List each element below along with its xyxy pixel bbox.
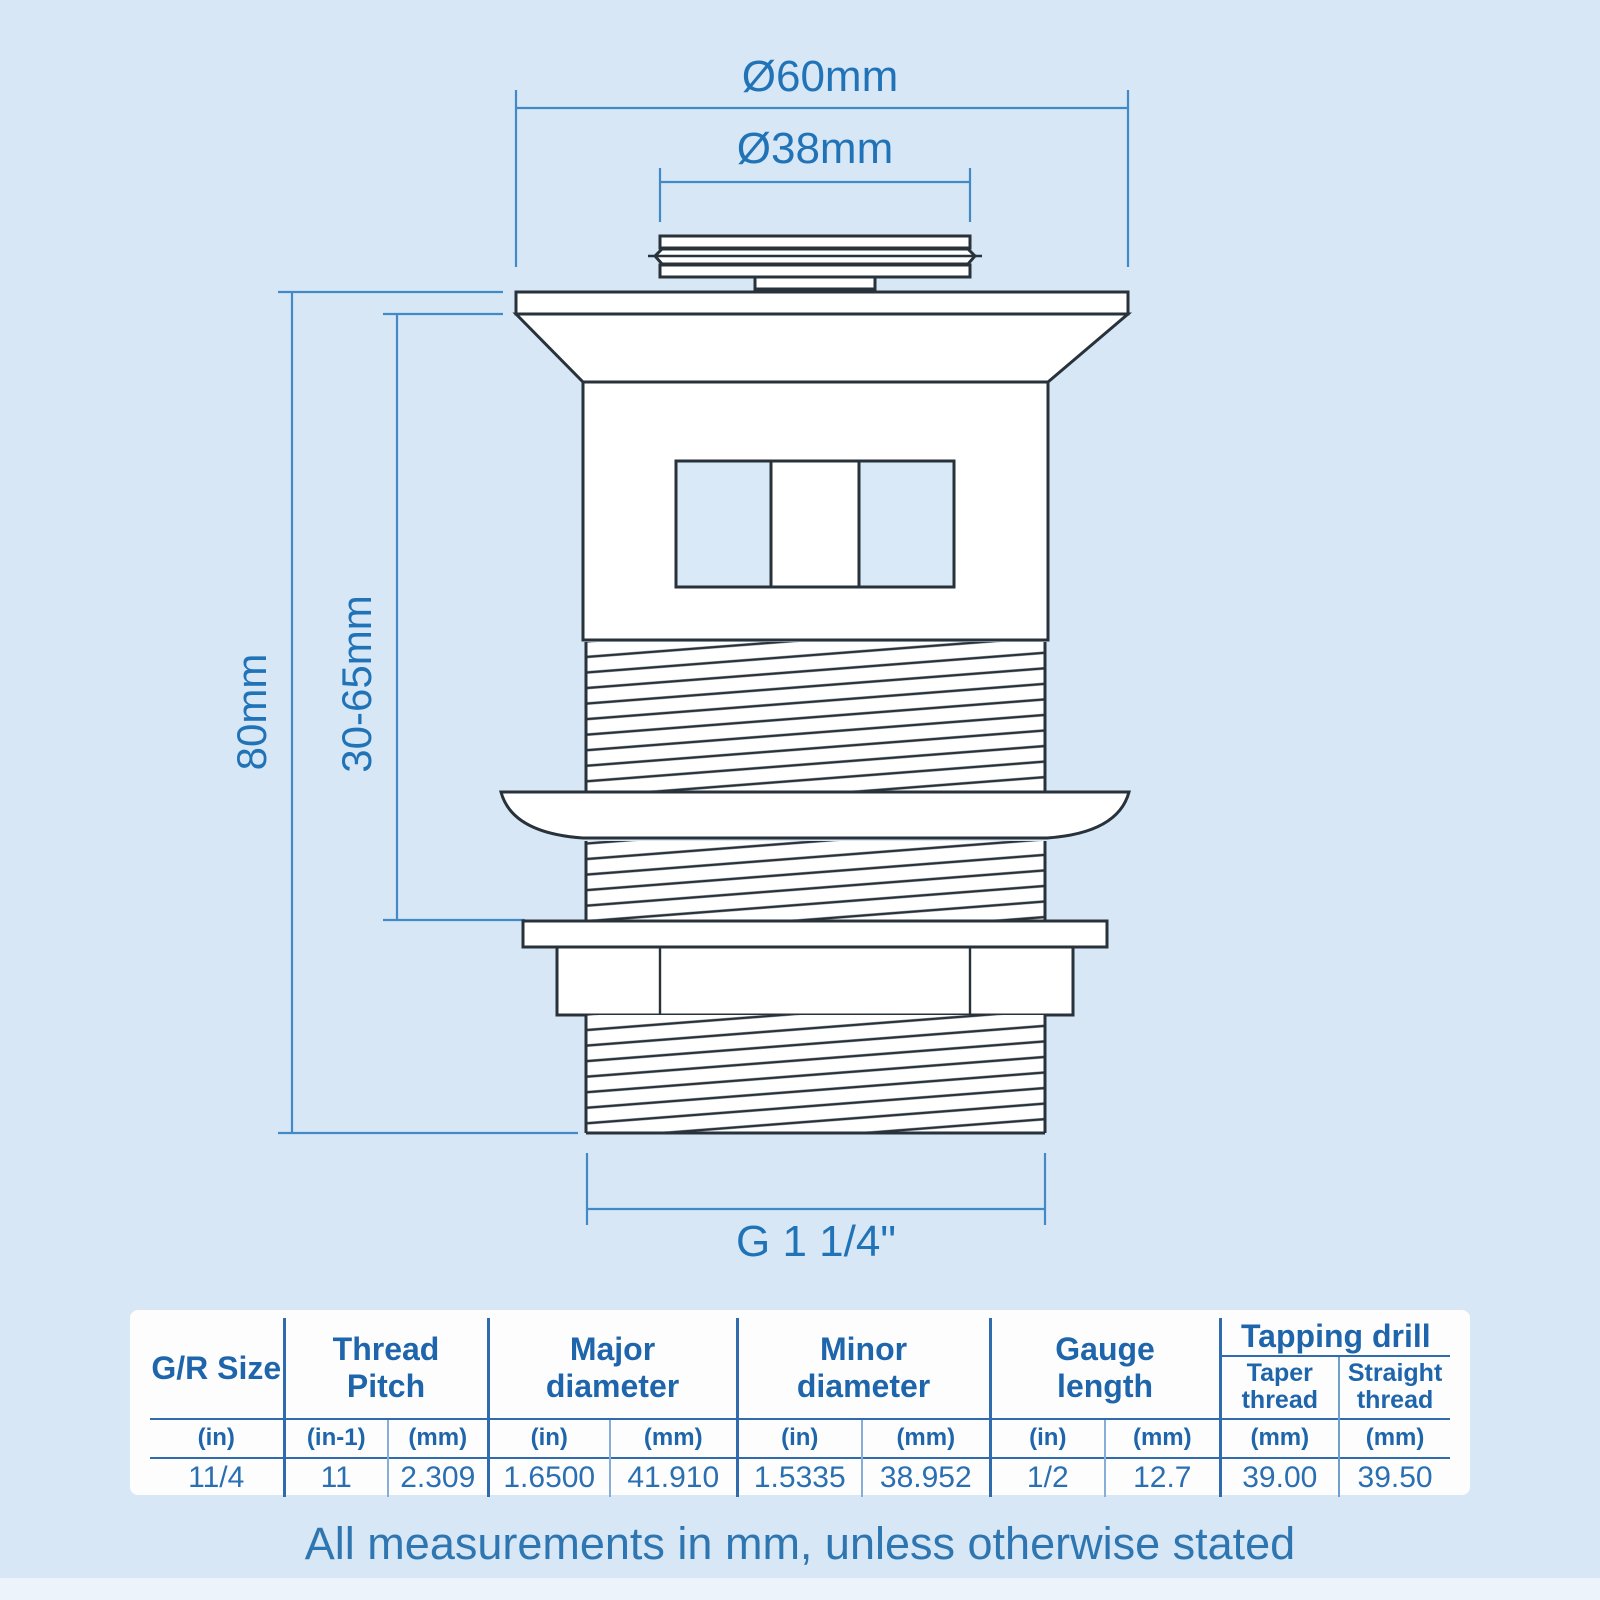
- label-cap-diameter: Ø38mm: [736, 124, 894, 173]
- thread-spec-card: [130, 1310, 1470, 1495]
- dim-cap-diameter: [660, 168, 970, 222]
- value-cell: 1.6500: [488, 1458, 610, 1497]
- header-line: Minor: [819, 1331, 908, 1368]
- dim-thread-size: [587, 1153, 1045, 1225]
- col-header-minor-diameter: [737, 1318, 990, 1419]
- header-line: thread: [1356, 1386, 1434, 1415]
- header-line: diameter: [545, 1367, 680, 1404]
- value-cell: 41.910: [610, 1458, 737, 1497]
- unit-cell: (in-1): [284, 1419, 388, 1458]
- overflow-slot-left: [676, 461, 771, 587]
- unit-cell: (mm): [1220, 1419, 1339, 1458]
- header-line: Gauge: [1055, 1331, 1155, 1368]
- overflow-slot-middle: [771, 461, 859, 587]
- bottom-strip: [0, 1578, 1600, 1600]
- col-header-thread-pitch: [284, 1318, 488, 1419]
- header-line: Taper: [1246, 1359, 1313, 1388]
- overflow-window: [676, 461, 954, 587]
- cap-bottom-plate: [660, 265, 970, 277]
- sealing-washer: [501, 792, 1129, 838]
- label-thread-size: G 1 1/4": [736, 1217, 896, 1266]
- unit-cell: (in): [990, 1419, 1105, 1458]
- value-cell: 39.50: [1339, 1458, 1450, 1497]
- backnut-washer: [523, 921, 1107, 947]
- col-header-gauge-length: [990, 1318, 1220, 1419]
- value-cell: 1/2: [990, 1458, 1105, 1497]
- header-line: length: [1057, 1367, 1154, 1404]
- label-top-diameter: Ø60mm: [741, 52, 899, 101]
- fitting-drawing: [501, 236, 1129, 1133]
- value-cell: 2.309: [388, 1458, 488, 1497]
- units-row: [150, 1419, 1450, 1458]
- overflow-slot-right: [859, 461, 954, 587]
- unit-cell: (mm): [1105, 1419, 1220, 1458]
- label-overall-height: 80mm: [228, 653, 275, 771]
- col-header-straight-thread: [1339, 1356, 1450, 1419]
- flange-taper: [516, 314, 1128, 382]
- thread-middle: [586, 841, 1045, 921]
- value-cell: 12.7: [1105, 1458, 1220, 1497]
- unit-cell: (mm): [862, 1419, 990, 1458]
- header-line: Thread: [332, 1331, 440, 1368]
- header-line: Straight: [1347, 1359, 1443, 1388]
- flange: [516, 292, 1128, 314]
- unit-cell: (in): [737, 1419, 862, 1458]
- unit-cell: (mm): [610, 1419, 737, 1458]
- value-cell: 1.5335: [737, 1458, 862, 1497]
- backnut: [557, 947, 1073, 1015]
- value-cell: 39.00: [1220, 1458, 1339, 1497]
- values-row: [150, 1458, 1450, 1497]
- unit-cell: (mm): [1339, 1419, 1450, 1458]
- value-cell: 11/4: [150, 1458, 284, 1497]
- col-header-taper-thread: [1220, 1356, 1339, 1419]
- header-line: Pitch: [346, 1367, 426, 1404]
- measurements-note: All measurements in mm, unless otherwise stated: [304, 1518, 1296, 1569]
- thread-upper: [586, 642, 1045, 792]
- value-cell: 11: [284, 1458, 388, 1497]
- col-header-tapping-drill: Tapping drill: [1220, 1318, 1450, 1356]
- value-cell: 38.952: [862, 1458, 990, 1497]
- unit-cell: (mm): [388, 1419, 488, 1458]
- col-header-major-diameter: [488, 1318, 737, 1419]
- label-adjustable-range: 30-65mm: [333, 595, 380, 773]
- cap-stem: [755, 277, 875, 289]
- unit-cell: (in): [488, 1419, 610, 1458]
- unit-cell: (in): [150, 1419, 284, 1458]
- header-line: diameter: [796, 1367, 931, 1404]
- col-header-gr-size: G/R Size: [151, 1349, 282, 1386]
- header-line: thread: [1241, 1386, 1318, 1415]
- thread-lower: [586, 1015, 1045, 1133]
- header-line: Major: [569, 1331, 656, 1368]
- dim-overall-height: [278, 292, 578, 1133]
- cap-top-plate: [660, 236, 970, 248]
- thread-spec-table: [150, 1318, 1450, 1497]
- dim-adjustable-range: [383, 314, 525, 920]
